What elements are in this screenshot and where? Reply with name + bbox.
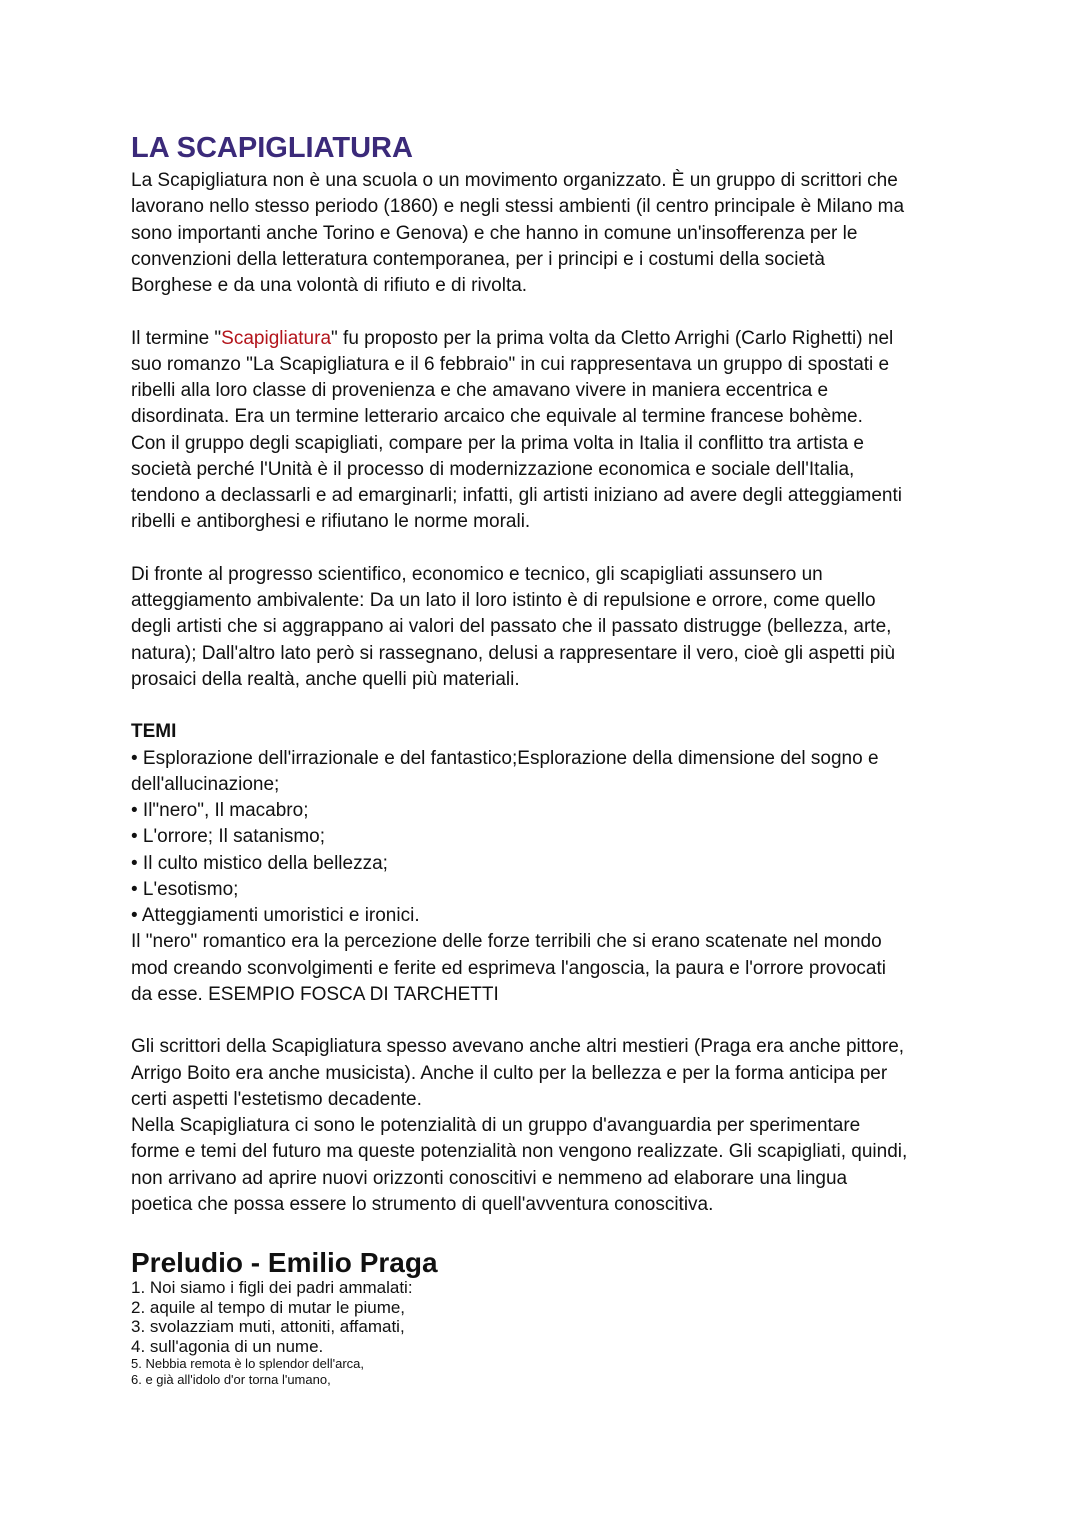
text-line: società perché l'Unità è il processo di modernizzazione economica e sociale dell'Italia, <box>131 458 855 480</box>
poem-verse: 2. aquile al tempo di mutar le piume, <box>131 1297 406 1317</box>
poem-verses <box>131 1278 413 1356</box>
text-line: sono importanti anche Torino e Genova) e che hanno in comune un'insofferenza per le <box>131 222 858 244</box>
text-line: Arrigo Boito era anche musicista). Anche il culto per la bellezza e per la forma anticipa per <box>131 1062 888 1084</box>
text-line: forme e temi del futuro ma queste potenzialità non vengono realizzate. Gli scapigliati, quindi, <box>131 1141 908 1163</box>
poem-verse: 5. Nebbia remota è lo splendor dell'arca, <box>131 1356 365 1372</box>
paragraph-term <box>131 352 971 536</box>
document-body <box>131 168 971 1218</box>
text-line: suo romanzo "La Scapigliatura e il 6 febbraio" in cui rappresentava un gruppo di spostati e <box>131 353 890 375</box>
paragraph-progress <box>131 562 971 693</box>
text-line: Borghese e da una volontà di rifiuto e di rivolta. <box>131 275 528 296</box>
poem-verse: 3. svolazziam muti, attoniti, affamati, <box>131 1317 405 1337</box>
temi-heading: TEMI <box>131 721 177 743</box>
text-line: degli artisti che si aggrappano ai valori del passato che il passato distrugge (bellezza, arte, <box>131 616 892 638</box>
text-line: Con il gruppo degli scapigliati, compare per la prima volta in Italia il conflitto tra artista e <box>131 432 864 454</box>
paragraph-term-first-line <box>131 326 971 352</box>
text-line: poetica che possa essere lo strumento di quell'avventura conoscitiva. <box>131 1193 714 1215</box>
poem-verse: 4. sull'agonia di un nume. <box>131 1336 324 1356</box>
poem-verse: 6. e già all'idolo d'or torna l'umano, <box>131 1372 331 1388</box>
text-line: mod creando sconvolgimenti e ferite ed esprimeva l'angoscia, la paura e l'orrore provocati <box>131 957 886 979</box>
text-line: • Il culto mistico della bellezza; <box>131 852 388 874</box>
poem-verses-small <box>131 1356 413 1388</box>
highlighted-term: Scapigliatura <box>221 327 332 349</box>
poem-verse: 1. Noi siamo i figli dei padri ammalati: <box>131 1278 413 1297</box>
text-line: atteggiamento ambivalente: Da un lato il loro istinto è di repulsione e orrore, come quello <box>131 590 876 611</box>
text-line: lavorano nello stesso periodo (1860) e negli stessi ambienti (il centro principale è Milano ma <box>131 196 905 218</box>
text-line: Nella Scapigliatura ci sono le potenzialità di un gruppo d'avanguardia per sperimentare <box>131 1115 861 1136</box>
poem-title: Preludio - Emilio Praga <box>131 1247 438 1278</box>
text-line: • Il"nero", Il macabro; <box>131 800 309 821</box>
page-title: LA SCAPIGLIATURA <box>131 132 413 164</box>
paragraph-writers <box>131 1034 971 1218</box>
text-line: non arrivano ad aprire nuovi orizzonti conoscitivi e nemmeno ad elaborare una lingua <box>131 1167 848 1189</box>
text-line: Il "nero" romantico era la percezione delle forze terribili che si erano scatenate nel mondo <box>131 931 882 953</box>
text: Il termine " <box>131 327 222 349</box>
text-line: • L'esotismo; <box>131 878 239 900</box>
text-line: La Scapigliatura non è una scuola o un movimento organizzato. È un gruppo di scrittori che <box>131 170 898 191</box>
text-line: ribelli e antiborghesi e rifiutano le norme morali. <box>131 511 531 533</box>
text-line: • L'orrore; Il satanismo; <box>131 826 326 848</box>
text-line: • Atteggiamenti umoristici e ironici. <box>131 905 420 926</box>
text-line: ribelli alla loro classe di provenienza e che amavano vivere in maniera eccentrica e <box>131 380 829 401</box>
text-line: convenzioni della letteratura contemporanea, per i principi e i costumi della società <box>131 248 825 270</box>
text-line: da esse. ESEMPIO FOSCA DI TARCHETTI <box>131 983 499 1005</box>
text-line: dell'allucinazione; <box>131 773 280 795</box>
text-line: tendono a declassarli e ad emarginarli; infatti, gli artisti iniziano ad avere degli atteggiamenti <box>131 485 902 506</box>
text-line: disordinata. Era un termine letterario arcaico che equivale al termine francese bohème. <box>131 406 863 428</box>
temi-list <box>131 746 971 1009</box>
text-line: Gli scrittori della Scapigliatura spesso avevano anche altri mestieri (Praga era anche pittore, <box>131 1036 905 1058</box>
poem <box>131 1278 413 1388</box>
paragraph-intro <box>131 168 971 299</box>
text-line: • Esplorazione dell'irrazionale e del fantastico;Esplorazione della dimensione del sogno e <box>131 747 879 769</box>
text-line: Di fronte al progresso scientifico, economico e tecnico, gli scapigliati assunsero un <box>131 563 823 585</box>
text-line: natura); Dall'altro lato però si rassegnano, delusi a rappresentare il vero, cioè gli aspetti più <box>131 642 896 664</box>
text: " fu proposto per la prima volta da Cletto Arrighi (Carlo Righetti) nel <box>331 327 894 349</box>
text-line: prosaici della realtà, anche quelli più materiali. <box>131 668 520 690</box>
text-line: certi aspetti l'estetismo decadente. <box>131 1088 422 1110</box>
